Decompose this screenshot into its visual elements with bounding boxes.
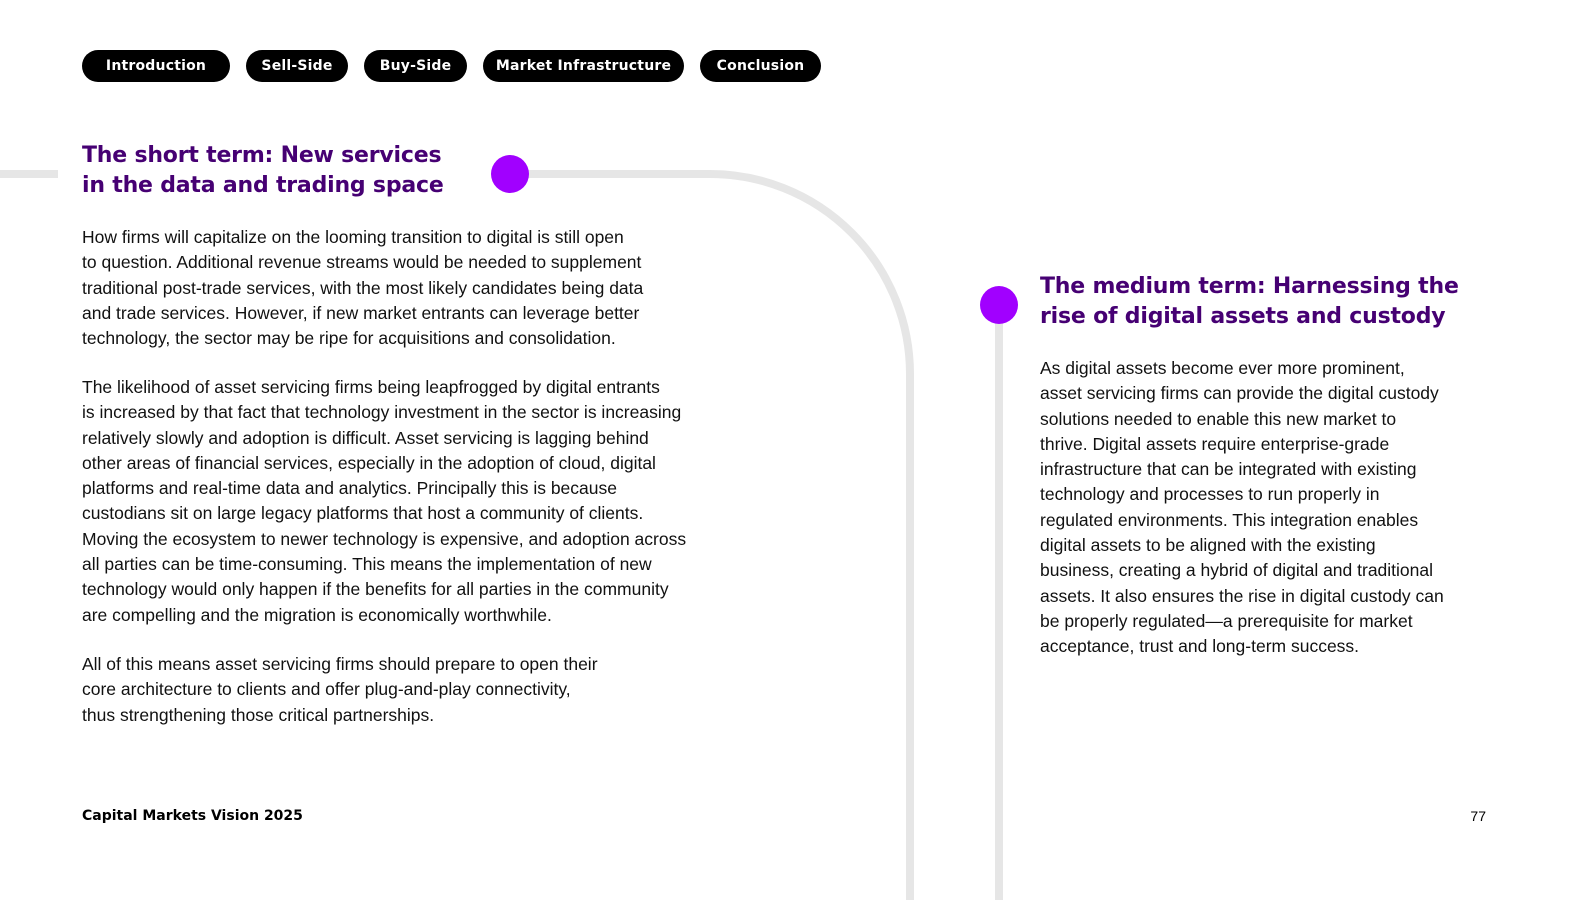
text-line: thus strengthening those critical partnerships.: [82, 704, 435, 725]
text-line: infrastructure that can be integrated with existing: [1040, 459, 1417, 480]
text-line: custodians sit on large legacy platforms that host a community of clients.: [82, 503, 644, 524]
short-term-heading-line1: The short term: New services: [82, 143, 442, 168]
text-line: Moving the ecosystem to newer technology is expensive, and adoption across: [82, 528, 687, 549]
text-line: asset servicing firms can provide the digital custody: [1040, 383, 1439, 404]
text-line: traditional post-trade services, with the most likely candidates being data: [82, 277, 644, 298]
tab-buy-side[interactable]: Buy-Side: [364, 50, 467, 82]
tab-introduction[interactable]: Introduction: [82, 50, 230, 82]
text-line: acceptance, trust and long-term success.: [1040, 636, 1360, 657]
medium-term-heading: [1040, 272, 1459, 332]
text-line: is increased by that fact that technology investment in the sector is increasing: [82, 402, 682, 423]
tab-conclusion[interactable]: Conclusion: [700, 50, 821, 82]
text-line: As digital assets become ever more prominent,: [1040, 358, 1405, 378]
medium-term-heading-line1: The medium term: Harnessing the: [1040, 274, 1459, 299]
footer-publication-title: Capital Markets Vision 2025: [82, 808, 303, 824]
short-term-paragraph-1: [82, 225, 643, 351]
text-line: be properly regulated—a prerequisite for market: [1040, 610, 1413, 631]
text-line: technology would only happen if the benefits for all parties in the community: [82, 579, 669, 600]
tab-sell-side[interactable]: Sell-Side: [246, 50, 348, 82]
text-line: technology, the sector may be ripe for acquisitions and consolidation.: [82, 328, 616, 349]
short-term-paragraph-2: [82, 375, 686, 628]
timeline-dot-short-term: [491, 155, 529, 193]
text-line: regulated environments. This integration enables: [1040, 509, 1419, 530]
text-line: digital assets to be aligned with the existing: [1040, 535, 1376, 556]
text-line: The likelihood of asset servicing firms being leapfrogged by digital entrants: [82, 377, 660, 397]
medium-term-heading-line2: rise of digital assets and custody: [1040, 304, 1446, 329]
tab-market-infrastructure[interactable]: Market Infrastructure: [483, 50, 684, 82]
text-line: are compelling and the migration is economically worthwhile.: [82, 604, 552, 625]
page-number: 77: [1470, 808, 1486, 824]
short-term-paragraph-3: [82, 652, 598, 728]
text-line: business, creating a hybrid of digital and traditional: [1040, 560, 1434, 581]
short-term-heading: [82, 141, 444, 201]
medium-term-paragraph-1: [1040, 356, 1444, 660]
text-line: other areas of financial services, especially in the adoption of cloud, digital: [82, 452, 656, 473]
text-line: and trade services. However, if new market entrants can leverage better: [82, 302, 640, 323]
text-line: technology and processes to run properly in: [1040, 484, 1380, 505]
text-line: All of this means asset servicing firms should prepare to open their: [82, 654, 598, 674]
timeline-dot-medium-term: [980, 286, 1018, 324]
text-line: assets. It also ensures the rise in digital custody can: [1040, 585, 1444, 606]
text-line: all parties can be time-consuming. This means the implementation of new: [82, 554, 652, 575]
text-line: solutions needed to enable this new market to: [1040, 408, 1397, 429]
text-line: core architecture to clients and offer plug-and-play connectivity,: [82, 679, 571, 700]
text-line: to question. Additional revenue streams would be needed to supplement: [82, 252, 642, 273]
text-line: thrive. Digital assets require enterprise-grade: [1040, 433, 1390, 454]
short-term-heading-line2: in the data and trading space: [82, 173, 444, 198]
text-line: How firms will capitalize on the looming transition to digital is still open: [82, 227, 624, 247]
text-line: platforms and real-time data and analytics. Principally this is because: [82, 478, 617, 499]
text-line: relatively slowly and adoption is difficult. Asset servicing is lagging behind: [82, 427, 649, 448]
